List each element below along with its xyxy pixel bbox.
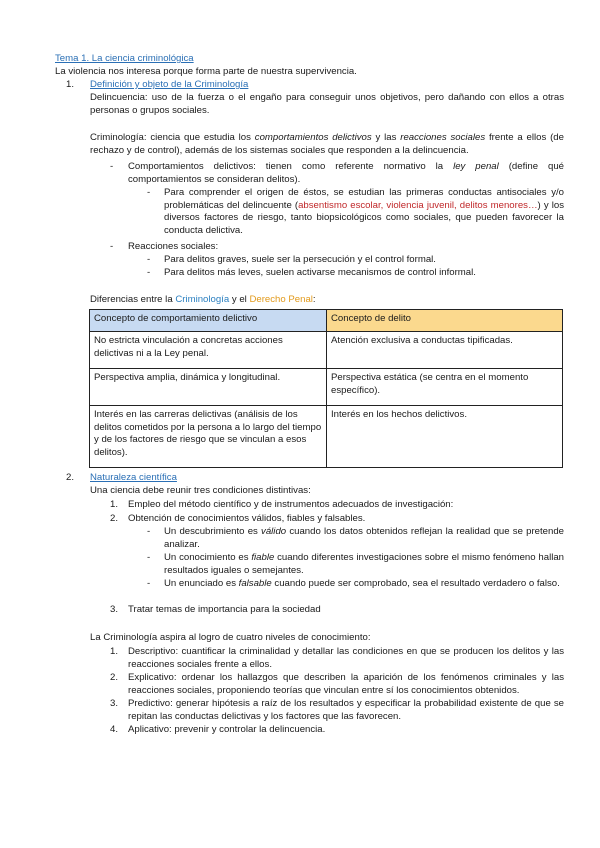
table-header-cell: Concepto de delito (327, 310, 563, 332)
section-2-number: 2. (66, 472, 75, 483)
differences-caption: Diferencias entre la Criminología y el Derecho Penal: (90, 294, 316, 305)
table-row (90, 369, 563, 406)
list-number: 1. (110, 646, 119, 657)
bullet-dash: - (110, 241, 114, 252)
levels-intro: La Criminología aspira al logro de cuatro niveles de conocimiento: (90, 632, 371, 643)
condition-1: Empleo del método científico y de instrumentos adecuados de investigación: (128, 499, 454, 510)
level-aplicativo: Aplicativo: prevenir y controlar la delincuencia. (128, 724, 326, 735)
valido-item: Un descubrimiento es válido cuando los datos obtenidos reflejan la realidad que se pretende analizar. (164, 526, 564, 550)
section-2-intro: Una ciencia debe reunir tres condiciones distintivas: (90, 485, 311, 496)
table-cell: Perspectiva estática (se centra en el momento específico). (327, 369, 563, 406)
delincuencia-definition: Delincuencia: uso de la fuerza o el engaño para conseguir unos objetivos, pero dañando con ellos a otras personas o grupos sociales. (90, 92, 564, 116)
level-predictivo: Predictivo: generar hipótesis a raíz de los resultados y especificar la probabilidad existente de que se repitan las conductas delictivas y los factores que las favorecen. (128, 698, 564, 722)
level-descriptivo: Descriptivo: cuantificar la criminalidad y detallar las condiciones en que se producen los delitos y las reacciones sociales frente a ellos. (128, 646, 564, 670)
condition-3: Tratar temas de importancia para la sociedad (128, 604, 321, 615)
bullet-dash: - (147, 552, 151, 563)
list-number: 2. (110, 672, 119, 683)
intro-text: La violencia nos interesa porque forma parte de nuestra supervivencia. (55, 66, 357, 77)
level-explicativo: Explicativo: ordenar los hallazgos que describen la aparición de los fenómenos criminales y las reacciones sociales, proponiendo teorías que vinculan entre sí los conocimientos obtenidos. (128, 672, 564, 696)
table-header-cell: Concepto de comportamiento delictivo (90, 310, 327, 332)
section-1-heading[interactable]: Definición y objeto de la Criminología (90, 79, 249, 90)
table-cell: Interés en las carreras delictivas (análisis de los delitos cometidos por la persona a lo largo del tiempo y de los factores de riesgo que se vinculan a esos delitos). (90, 406, 327, 468)
section-2-heading[interactable]: Naturaleza científica (90, 472, 177, 483)
bullet-dash: - (147, 187, 151, 198)
table-row (90, 332, 563, 369)
table-row (90, 406, 563, 468)
document-title[interactable]: Tema 1. La ciencia criminológica (55, 53, 194, 64)
list-number: 1. (110, 499, 119, 510)
falsable-item: Un enunciado es falsable cuando puede ser comprobado, sea el resultado verdadero o falso. (164, 578, 560, 589)
condition-2: Obtención de conocimientos válidos, fiables y falsables. (128, 513, 366, 524)
fiable-item: Un conocimiento es fiable cuando diferentes investigaciones sobre el mismo fenómeno hallan resultados iguales o semejantes. (164, 552, 565, 576)
table-cell: Interés en los hechos delictivos. (327, 406, 563, 468)
list-number: 3. (110, 604, 119, 615)
bullet-dash: - (110, 161, 114, 172)
table-cell: No estricta vinculación a concretas acciones delictivas ni a la Ley penal. (90, 332, 327, 369)
list-number: 4. (110, 724, 119, 735)
comparison-table (89, 309, 563, 468)
reacciones-item: Reacciones sociales: (128, 241, 219, 252)
table-cell: Perspectiva amplia, dinámica y longitudinal. (90, 369, 327, 406)
section-1-number: 1. (66, 79, 75, 90)
bullet-dash: - (147, 267, 151, 278)
comportamientos-item: Comportamientos delictivos: tienen como referente normativo la ley penal (define qué comportamientos se consideran delitos). (128, 161, 564, 185)
criminologia-definition: Criminología: ciencia que estudia los comportamientos delictivos y las reacciones sociales frente a ellos (de rechazo y de control), además de los sistemas sociales que responden a la delincuencia. (90, 132, 564, 156)
list-number: 2. (110, 513, 119, 524)
table-cell: Atención exclusiva a conductas tipificadas. (327, 332, 563, 369)
reacciones-subitem-1: Para delitos graves, suele ser la persecución y el control formal. (164, 254, 436, 265)
list-number: 3. (110, 698, 119, 709)
bullet-dash: - (147, 254, 151, 265)
reacciones-subitem-2: Para delitos más leves, suelen activarse mecanismos de control informal. (164, 267, 476, 278)
bullet-dash: - (147, 526, 151, 537)
comportamientos-subitem: Para comprender el origen de éstos, se estudian las primeras conductas antisociales y/o problemáticas del delincuente (absentismo escolar, violencia juvenil, delitos menores…) y los diversos factores de riesgo, tanto biopsicológicos como sociales, que pueden favorecer la conducta delictiva. (164, 187, 564, 236)
table-header-row (90, 310, 563, 332)
bullet-dash: - (147, 578, 151, 589)
